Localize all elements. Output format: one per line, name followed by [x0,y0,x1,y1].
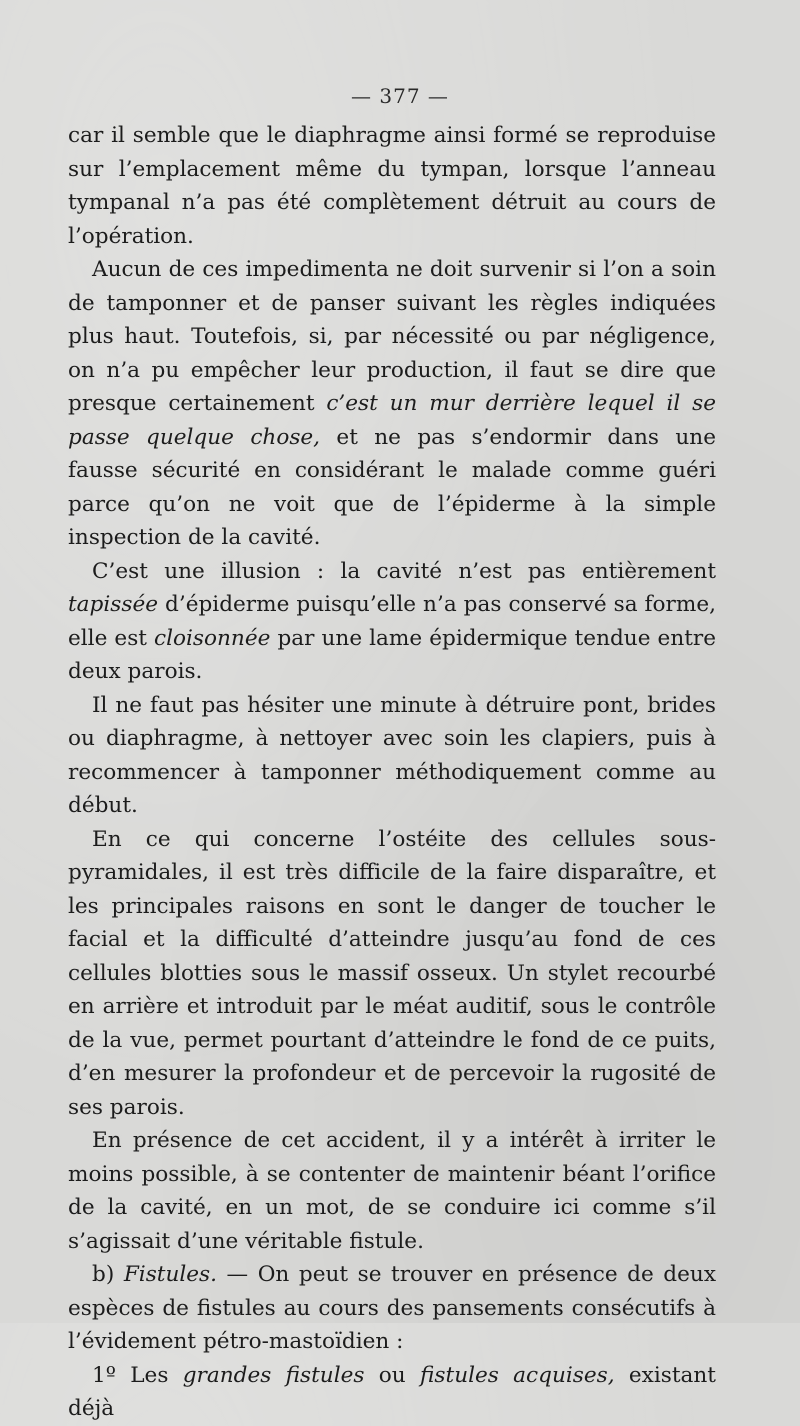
paragraph-osteite [68,823,716,1125]
text-run: En ce qui concerne l’ostéite des cellules sous-pyramidales, il est très difficile de la faire disparaître, et les principales raisons en sont le danger de toucher le facial et la difficulté d’atteindre jusqu’au fond de ces cellules blotties sous le massif osseux. Un stylet recourbé en arrière et introduit par le méat auditif, sous le contrôle de la vue, permet pourtant d’atteindre le fond de ce puits, d’en mesurer la profondeur et de percevoir la rugosité de ses parois. [68,826,716,1120]
section-heading-italic: Fistules. [123,1262,217,1287]
paragraph-illusion [68,555,716,689]
paragraph-continuation [68,119,716,253]
text-run: existant déjà [68,1362,716,1421]
text-run: C’est une illusion : la cavité n’est pas entièrement [92,558,716,584]
text-run: d’épiderme puisqu’elle n’a pas conservé sa forme, elle est [68,592,716,651]
paragraph-accident [68,1124,716,1258]
text-run: Aucun de ces impedimenta ne doit survenir si l’on a soin de tamponner et de panser suivant les règles indiquées plus haut. Toutefois, si, par nécessité ou par négligence, on n’a pu empêcher leur production, il faut se dire que presque certainement [68,257,716,416]
text-run: et ne pas s’endormir dans une fausse sécurité en considérant le malade comme guéri parce qu’on ne voit que de l’épiderme à la simple inspection de la cavité. [68,424,716,550]
italic-word: tapissée [68,592,159,617]
text-run: ou [364,1362,421,1388]
body-text [68,119,716,1426]
italic-phrase: fistules acquises, [420,1362,615,1388]
italic-phrase: c’est un mur derrière lequel il se passe quelque chose, [68,391,716,450]
text-run: — On peut se trouver en présence de deux espèces de fistules au cours des pansements consécutifs à l’évidement pétro-mastoïdien : [68,1262,716,1354]
italic-word: cloisonnée [154,625,271,651]
text-run: b) [92,1262,124,1287]
text-run: car il semble que le diaphragme ainsi formé se reproduise sur l’emplacement même du tympan, lorsque l’anneau tympanal n’a pas été complètement détruit au cours de l’opération. [68,123,716,249]
text-run: par une lame épidermique tendue entre deux parois. [68,625,716,684]
page-number: — 377 — [351,84,449,108]
italic-phrase: grandes fistules [182,1362,365,1388]
paragraph-fistules [68,1258,716,1359]
text-run: 1º Les [92,1362,183,1388]
text-run: Il ne faut pas hésiter une minute à détruire pont, brides ou diaphragme, à nettoyer avec soin les clapiers, puis à recommencer à tamponner méthodiquement comme au début. [68,692,716,818]
paragraph-destroy [68,689,716,823]
paragraph-grandes-fistules [68,1359,716,1426]
text-run: En présence de cet accident, il y a intérêt à irriter le moins possible, à se contenter de maintenir béant l’orifice de la cavité, en un mot, de se conduire ici comme s’il s’agissait d’une véritable fistule. [68,1128,716,1254]
paragraph-impedimenta [68,253,716,555]
